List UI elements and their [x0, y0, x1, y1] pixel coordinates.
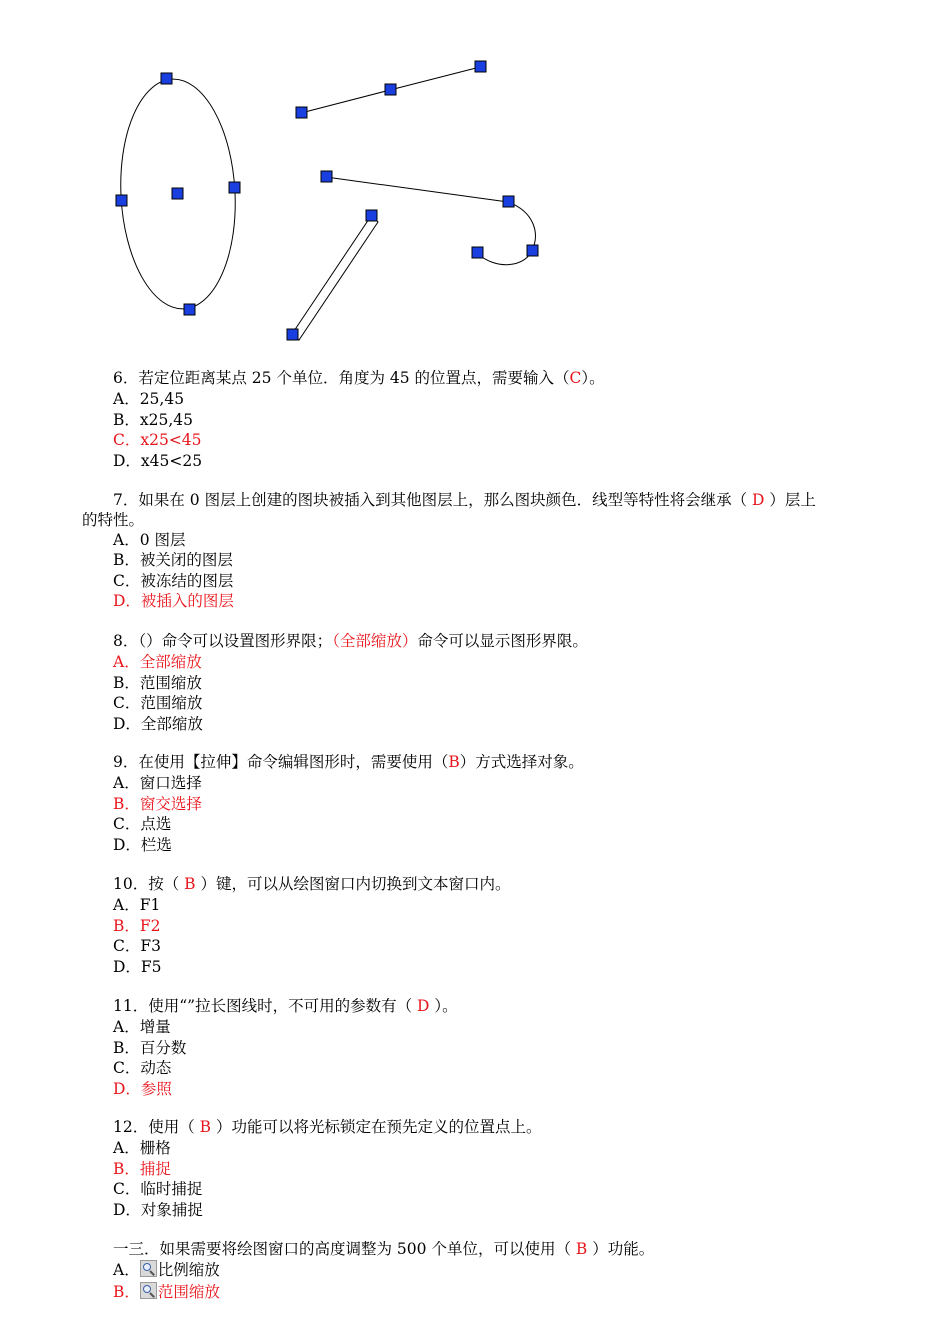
option-a-correct: A．全部缩放 — [113, 653, 202, 671]
question-text: 6．若定位距离某点 25 个单位．角度为 45 的位置点，需要输入（C）。 — [113, 369, 605, 387]
question-text: 11．使用“”拉长图线时，不可用的参数有（ D ）。 — [113, 997, 458, 1015]
option-c: C．范围缩放 — [113, 694, 203, 712]
option-c: C．临时捕捉 — [113, 1180, 203, 1198]
option-d: D．全部缩放 — [113, 715, 203, 733]
answer-key: B — [448, 753, 460, 771]
option-a: A．0 图层 — [113, 531, 186, 549]
option-d: D．x45<25 — [113, 452, 203, 470]
grip-handle — [116, 195, 127, 206]
option-b-correct: B．F2 — [113, 917, 161, 935]
grip-handle — [472, 247, 483, 258]
question-text: 10．按（ B ）键，可以从绘图窗口内切换到文本窗口内。 — [113, 875, 511, 893]
question-text: 一三．如果需要将绘图窗口的高度调整为 500 个单位，可以使用（ B ）功能。 — [113, 1240, 655, 1258]
option-a: A．F1 — [113, 896, 161, 914]
option-a: A．栅格 — [113, 1139, 171, 1157]
grip-handle — [184, 304, 195, 315]
zoom-scale-icon — [140, 1260, 157, 1277]
grip-handle — [527, 245, 538, 256]
polyline-arc-shape — [326, 177, 535, 265]
grip-handle — [172, 188, 183, 199]
answer-key: D — [752, 491, 765, 509]
question-text-continuation: 的特性。 — [82, 511, 145, 529]
option-b: B．范围缩放 — [113, 674, 202, 692]
grip-handle — [229, 182, 240, 193]
answer-key: C — [569, 369, 582, 387]
question-text: 7．如果在 0 图层上创建的图块被插入到其他图层上，那么图块颜色．线型等特性将会继承（ D ）层上 — [113, 491, 816, 509]
cad-grips-figure — [0, 0, 950, 350]
option-a: A．增量 — [113, 1018, 171, 1036]
option-a: A．窗口选择 — [113, 774, 202, 792]
grip-handle — [503, 196, 514, 207]
option-d: D．对象捕捉 — [113, 1201, 203, 1219]
answer-key: D — [417, 997, 430, 1015]
grip-handle — [366, 210, 377, 221]
option-c: C．F3 — [113, 937, 161, 955]
option-b: B．x25,45 — [113, 411, 194, 429]
option-c-correct: C．x25<45 — [113, 431, 202, 449]
option-a: A．25,45 — [113, 390, 185, 408]
option-c: C．被冻结的图层 — [113, 572, 234, 590]
answer-key: B — [184, 875, 196, 893]
question-text: 8．（）命令可以设置图形界限；（全部缩放）命令可以显示图形界限。 — [113, 632, 588, 650]
grip-handle — [385, 84, 396, 95]
answer-key: B — [575, 1240, 588, 1258]
grip-handle — [475, 61, 486, 72]
option-c: C．动态 — [113, 1059, 172, 1077]
option-a: A． 比例缩放 — [113, 1261, 220, 1279]
grip-handle — [287, 329, 298, 340]
answer-key: B — [199, 1118, 212, 1136]
wide-line-shape — [292, 216, 378, 340]
answer-key: （全部缩放） — [332, 632, 418, 650]
zoom-extents-icon — [140, 1282, 157, 1299]
grip-handle — [296, 107, 307, 118]
question-text: 9．在使用【拉伸】命令编辑图形时，需要使用（B）方式选择对象。 — [113, 753, 584, 771]
option-b-correct: B．捕捉 — [113, 1160, 171, 1178]
option-b-correct: B． 范围缩放 — [113, 1283, 220, 1301]
option-b-correct: B．窗交选择 — [113, 795, 202, 813]
grip-handle — [161, 73, 172, 84]
grip-handle — [321, 171, 332, 182]
question-text: 12．使用（ B ）功能可以将光标锁定在预先定义的位置点上。 — [113, 1118, 542, 1136]
option-d: D．F5 — [113, 958, 162, 976]
option-d-correct: D．被插入的图层 — [113, 592, 234, 610]
option-d: D．栏选 — [113, 836, 172, 854]
option-c: C．点选 — [113, 815, 172, 833]
option-b: B．被关闭的图层 — [113, 551, 233, 569]
option-b: B．百分数 — [113, 1039, 187, 1057]
option-d-correct: D．参照 — [113, 1080, 172, 1098]
